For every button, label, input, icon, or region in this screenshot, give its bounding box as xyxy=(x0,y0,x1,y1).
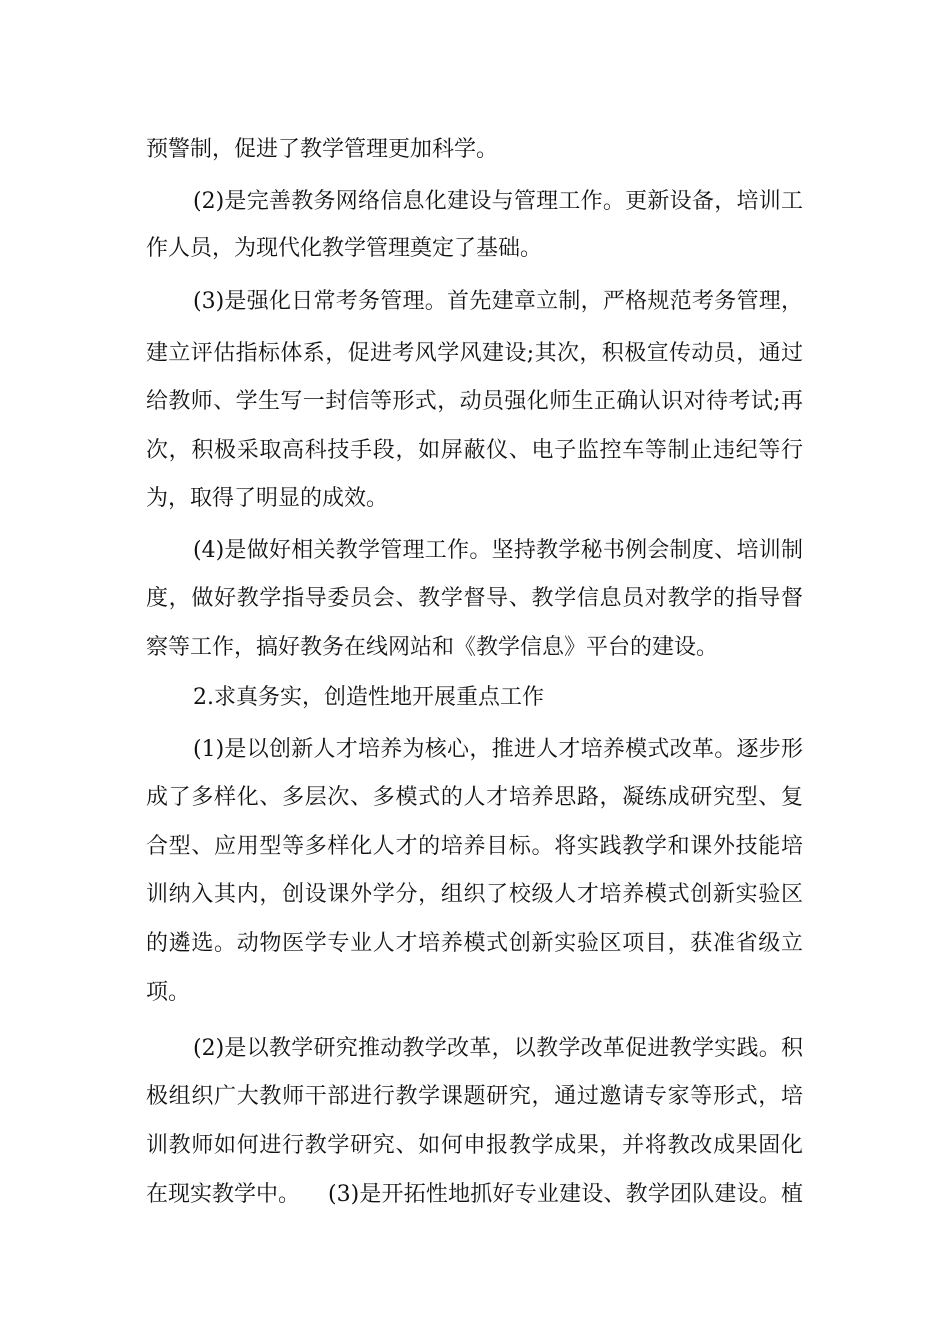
line-text: 的遴选。动物医学专业人才培养模式创新实验区项目，获准省级立 xyxy=(146,931,803,956)
line-text: 为，取得了明显的成效。 xyxy=(146,486,389,511)
text-line xyxy=(0,1077,950,1117)
line-text: (4)是做好相关教学管理工作。坚持教学秘书例会制度、培训制 xyxy=(193,538,803,563)
paragraph-first-line xyxy=(0,531,950,571)
line-text: 预警制，促进了教学管理更加科学。 xyxy=(146,137,499,162)
text-line xyxy=(0,1175,950,1215)
paragraph-first-line xyxy=(0,730,950,770)
text-line xyxy=(0,924,950,964)
line-text: (3)是开拓性地抓好专业建设、教学团队建设。植 xyxy=(328,1182,803,1207)
text-line xyxy=(0,973,950,1013)
text-line xyxy=(0,479,950,519)
line-text: (1)是以创新人才培养为核心，推进人才培养模式改革。逐步形 xyxy=(193,737,803,762)
line-text: 给教师、学生写一封信等形式，动员强化师生正确认识对待考试;再 xyxy=(146,389,803,414)
text-line xyxy=(0,382,950,422)
text-line xyxy=(0,827,950,867)
text-line xyxy=(0,875,950,915)
text-line xyxy=(0,579,950,619)
text-line xyxy=(0,334,950,374)
text-line xyxy=(0,778,950,818)
line-text: 察等工作，搞好教务在线网站和《教学信息》平台的建设。 xyxy=(146,635,719,660)
line-text: 建立评估指标体系，促进考风学风建设;其次，积极宣传动员，通过 xyxy=(146,341,803,366)
line-text: 在现实教学中。 xyxy=(146,1182,301,1207)
line-text: 训教师如何进行教学研究、如何申报教学成果，并将教改成果固化 xyxy=(146,1133,803,1158)
line-text: 成了多样化、多层次、多模式的人才培养思路，凝练成研究型、复 xyxy=(146,785,803,810)
line-text: (2)是以教学研究推动教学改革，以教学改革促进教学实践。积 xyxy=(193,1036,803,1061)
text-line xyxy=(0,1126,950,1166)
line-text: 训纳入其内，创设课外学分，组织了校级人才培养模式创新实验区 xyxy=(146,882,803,907)
line-text: 作人员，为现代化教学管理奠定了基础。 xyxy=(146,236,543,261)
text-line xyxy=(0,130,950,170)
paragraph-first-line xyxy=(0,182,950,222)
line-text: 2.求真务实，创造性地开展重点工作 xyxy=(193,685,544,710)
line-text: 极组织广大教师干部进行教学课题研究，通过邀请专家等形式，培 xyxy=(146,1084,803,1109)
text-line xyxy=(0,229,950,269)
line-text: 合型、应用型等多样化人才的培养目标。将实践教学和课外技能培 xyxy=(146,834,803,859)
text-line xyxy=(0,431,950,471)
text-line xyxy=(0,628,950,668)
line-text: (3)是强化日常考务管理。首先建章立制，严格规范考务管理， xyxy=(193,289,803,314)
line-text: 度，做好教学指导委员会、教学督导、教学信息员对教学的指导督 xyxy=(146,586,803,611)
paragraph-first-line xyxy=(0,282,950,322)
paragraph-first-line xyxy=(0,1029,950,1069)
section-heading xyxy=(0,678,950,718)
line-text: (2)是完善教务网络信息化建设与管理工作。更新设备，培训工 xyxy=(193,189,803,214)
line-text: 项。 xyxy=(146,980,191,1005)
line-text: 次，积极采取高科技手段，如屏蔽仪、电子监控车等制止违纪等行 xyxy=(146,438,803,463)
